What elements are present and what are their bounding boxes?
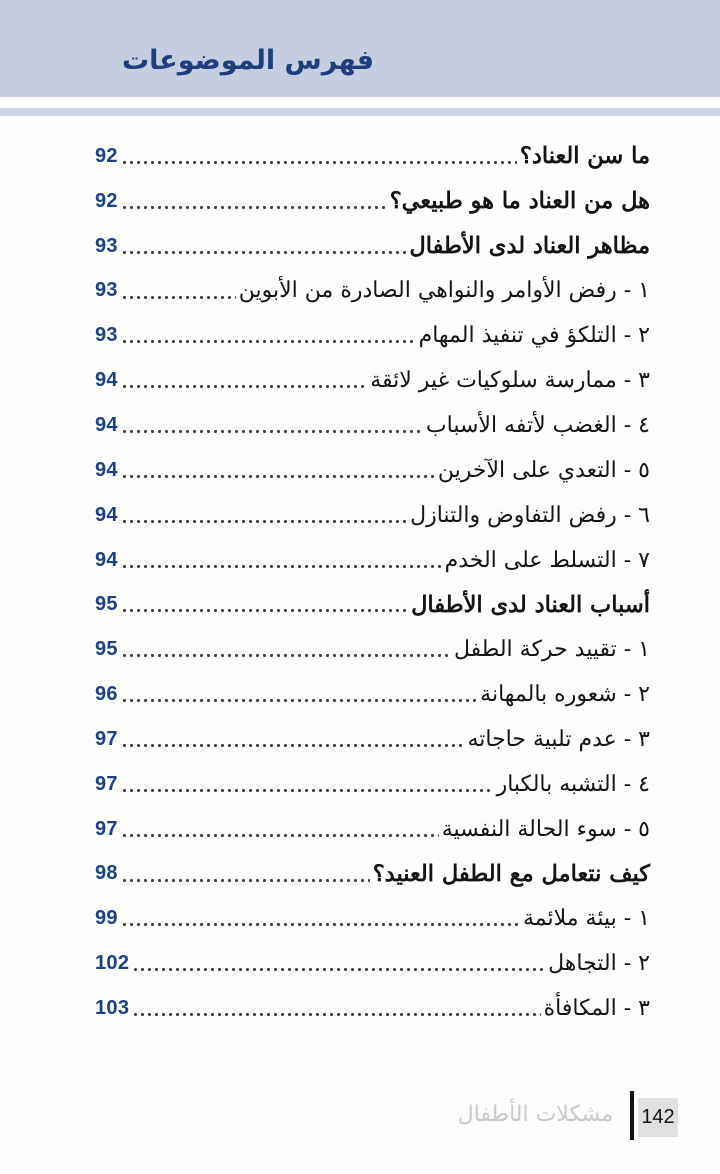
toc-entry[interactable]	[95, 582, 650, 627]
toc-entry-page-number: 92	[95, 144, 118, 167]
toc-entry[interactable]	[95, 852, 650, 897]
toc-entry[interactable]	[95, 493, 650, 538]
footer-page-number: 142	[638, 1098, 678, 1137]
toc-entry[interactable]	[95, 269, 650, 314]
dotted-leader	[121, 627, 451, 672]
toc-entry[interactable]	[95, 538, 650, 583]
toc-entry[interactable]	[95, 762, 650, 807]
toc-entry-label: هل من العناد ما هو طبيعي؟	[389, 188, 650, 215]
toc-entry[interactable]	[95, 224, 650, 269]
toc-entry-label: ٣ - ممارسة سلوكيات غير لائقة	[370, 368, 650, 394]
toc-entry-page-number: 93	[95, 234, 118, 257]
toc-entry[interactable]	[95, 627, 650, 672]
header-rule	[0, 108, 720, 116]
toc-entry-page-number: 94	[95, 548, 118, 571]
toc-entry-label: ٣ - المكافأة	[543, 995, 650, 1021]
toc-entry-label: ٥ - التعدي على الآخرين	[437, 457, 650, 483]
toc-entry[interactable]	[95, 134, 650, 179]
toc-entry-label: أسباب العناد لدى الأطفال	[411, 591, 650, 618]
dotted-leader	[121, 538, 442, 583]
toc-entry-page-number: 97	[95, 772, 118, 795]
page-header	[0, 0, 720, 97]
toc-entry-page-number: 99	[95, 907, 118, 930]
dotted-leader	[121, 493, 407, 538]
toc-entry-page-number: 94	[95, 458, 118, 481]
toc-entry-page-number: 93	[95, 279, 118, 302]
dotted-leader	[121, 448, 435, 493]
toc-entry-label: ما سن العناد؟	[519, 143, 650, 170]
footer-book-title: مشكلات الأطفال	[457, 1102, 613, 1127]
dotted-leader	[121, 224, 407, 269]
toc-entry-page-number: 97	[95, 817, 118, 840]
toc-entry[interactable]	[95, 986, 650, 1031]
toc-entry-page-number: 98	[95, 862, 118, 885]
toc-entry[interactable]	[95, 403, 650, 448]
toc-entry-page-number: 96	[95, 683, 118, 706]
toc-entry-label: ٣ - عدم تلبية حاجاته	[467, 726, 650, 752]
header-gap	[0, 97, 720, 108]
toc-entry[interactable]	[95, 672, 650, 717]
toc-entry-label: ٢ - التلكؤ في تنفيذ المهام	[418, 323, 650, 349]
toc-entry[interactable]	[95, 896, 650, 941]
toc-entry[interactable]	[95, 941, 650, 986]
toc-entry-page-number: 94	[95, 369, 118, 392]
toc-entry-page-number: 93	[95, 324, 118, 347]
dotted-leader	[121, 896, 520, 941]
toc-entry-label: ٢ - التجاهل	[548, 951, 650, 977]
toc-entry-label: مظاهر العناد لدى الأطفال	[409, 233, 650, 260]
toc-entry-page-number: 95	[95, 638, 118, 661]
toc-entry-page-number: 95	[95, 593, 118, 616]
toc-entry-label: ٥ - سوء الحالة النفسية	[441, 816, 650, 842]
dotted-leader	[121, 717, 465, 762]
dotted-leader	[121, 403, 423, 448]
dotted-leader	[121, 179, 387, 224]
toc-entry-label: ٦ - رفض التفاوض والتنازل	[410, 502, 650, 528]
dotted-leader	[121, 358, 367, 403]
toc-entry-label: ٢ - شعوره بالمهانة	[480, 682, 650, 708]
toc-entry-label: ١ - بيئة ملائمة	[523, 906, 650, 932]
toc-entry-page-number: 97	[95, 727, 118, 750]
page-title: فهرس الموضوعات	[122, 45, 375, 76]
toc-entry-label: ١ - تقييد حركة الطفل	[454, 637, 650, 663]
toc-entry[interactable]	[95, 313, 650, 358]
toc-entry[interactable]	[95, 717, 650, 762]
toc-entry-label: ٤ - الغضب لأتفه الأسباب	[425, 412, 650, 438]
toc-entry-page-number: 94	[95, 413, 118, 436]
dotted-leader	[121, 672, 477, 717]
dotted-leader	[132, 941, 545, 986]
toc-entry-page-number: 102	[95, 952, 130, 975]
toc-list	[95, 134, 650, 1031]
toc-entry-page-number: 94	[95, 503, 118, 526]
dotted-leader	[132, 986, 540, 1031]
toc-entry[interactable]	[95, 807, 650, 852]
toc-entry[interactable]	[95, 448, 650, 493]
toc-entry[interactable]	[95, 179, 650, 224]
toc-entry-label: كيف نتعامل مع الطفل العنيد؟	[372, 860, 650, 887]
toc-entry-label: ٤ - التشبه بالكبار	[496, 771, 650, 797]
dotted-leader	[121, 762, 494, 807]
dotted-leader	[121, 313, 416, 358]
footer-divider	[630, 1091, 634, 1140]
dotted-leader	[121, 269, 236, 314]
dotted-leader	[121, 852, 370, 897]
toc-entry[interactable]	[95, 358, 650, 403]
toc-entry-page-number: 92	[95, 189, 118, 212]
dotted-leader	[121, 134, 517, 179]
toc-entry-page-number: 103	[95, 996, 130, 1019]
toc-entry-label: ١ - رفض الأوامر والنواهي الصادرة من الأبوين	[238, 278, 650, 304]
dotted-leader	[121, 807, 439, 852]
dotted-leader	[121, 582, 408, 627]
toc-entry-label: ٧ - التسلط على الخدم	[444, 547, 650, 573]
